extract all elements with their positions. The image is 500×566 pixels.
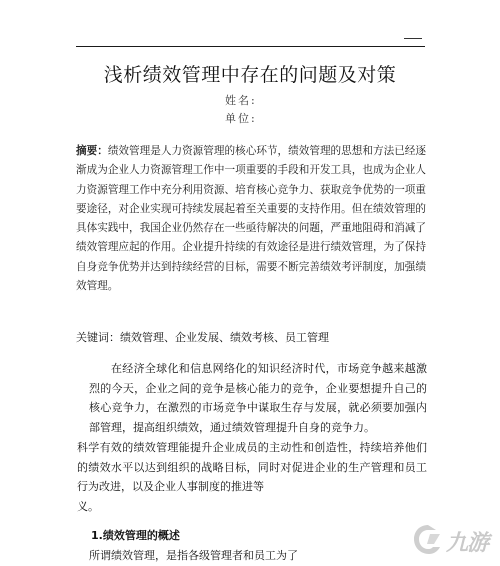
abstract-block	[76, 142, 426, 296]
section-first-line: 所谓绩效管理，是指各级管理者和员工为了	[89, 549, 298, 562]
keywords-line: 关键词：绩效管理、企业发展、绩效考核、员工管理	[76, 331, 329, 344]
watermark-text: 九游	[446, 531, 489, 556]
jiuyou-logo-icon	[410, 522, 446, 558]
author-name-label: 姓名:	[225, 94, 257, 107]
body-paragraph-2: 科学有效的绩效管理能提升企业成员的主动性和创造性，持续培养他们的绩效水平以达到组织的战略目标，同时对促进企业的生产管理和员工行为改进，以及企业人事制度的推进等	[77, 440, 427, 494]
document-title: 浅析绩效管理中存在的问题及对策	[103, 64, 397, 86]
body-text	[77, 359, 427, 517]
body-paragraph-2-end: 义。	[77, 499, 99, 513]
author-unit-label: 单位:	[225, 112, 257, 125]
watermark	[408, 516, 498, 564]
header-rule	[76, 46, 425, 47]
abstract-label: 摘要：	[76, 145, 108, 157]
abstract-text: 绩效管理是人力资源管理的核心环节，绩效管理的思想和方法已经逐渐成为企业人力资源管理工作中一项重要的手段和开发工具，也成为企业人力资源管理工作中充分利用资源、培育核心竞争力、获取竞争优势的一项重要途径，对企业实现可持续发展起着至关重要的支持作用。但在绩效管理的具体实践中，我国企业仍然存在一些亟待解决的问题，严重地阻碍和消减了绩效管理应起的作用。企业提升持续的有效途径是进行绩效管理，为了保持自身竞争优势并达到持续经营的目标，需要不断完善绩效考评制度，加强绩效管理。	[76, 145, 427, 293]
header-tick	[404, 38, 422, 39]
body-paragraph: 在经济全球化和信息网络化的知识经济时代，市场竞争越来越激烈的今天，企业之间的竞争是核心能力的竞争，企业要想提升自己的核心竞争力，在激烈的市场竞争中谋取生存与发展，就必须要加强内部管理，提高组织绩效，通过绩效管理提升自身的竞争力。	[89, 362, 427, 435]
section-heading: 1.绩效管理的概述	[91, 529, 180, 542]
